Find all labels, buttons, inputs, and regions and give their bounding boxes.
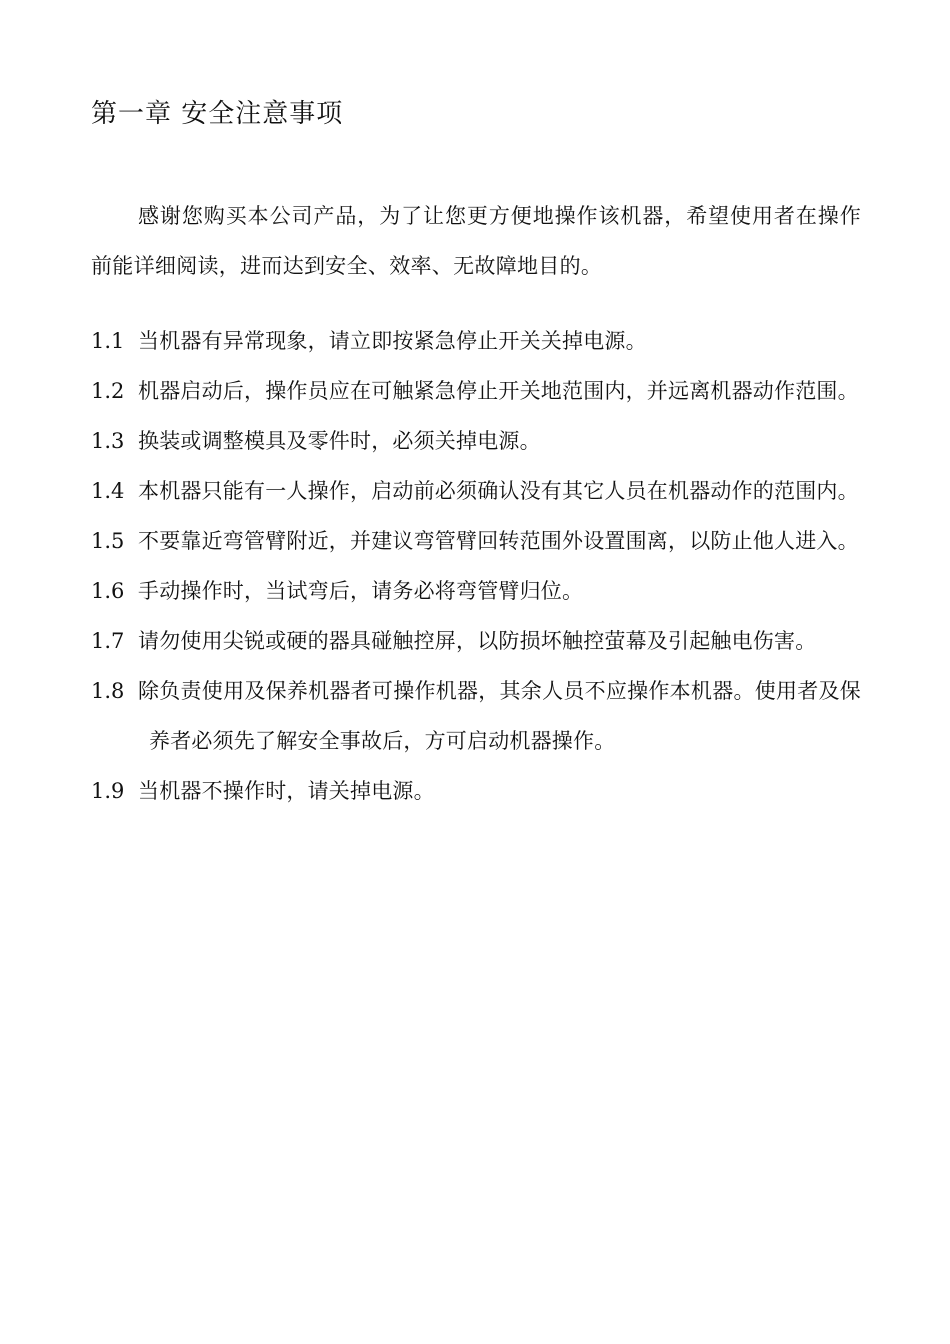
safety-item xyxy=(91,416,861,466)
item-number: 1.4 xyxy=(91,479,125,503)
item-number: 1.3 xyxy=(91,429,125,453)
item-number: 1.7 xyxy=(91,629,125,653)
safety-item xyxy=(91,616,861,666)
safety-item xyxy=(91,316,861,366)
item-text: 换装或调整模具及零件时，必须关掉电源。 xyxy=(138,429,541,453)
item-text: 本机器只能有一人操作，启动前必须确认没有其它人员在机器动作的范围内。 xyxy=(138,479,859,503)
item-number: 1.9 xyxy=(91,779,125,803)
item-text: 当机器不操作时，请关掉电源。 xyxy=(138,779,435,803)
intro-paragraph: 感谢您购买本公司产品，为了让您更方便地操作该机器，希望使用者在操作前能详细阅读，进而达到安全、效率、无故障地目的。 xyxy=(91,204,861,278)
safety-items-list xyxy=(91,316,861,816)
item-number: 1.8 xyxy=(91,679,125,703)
item-text: 当机器有异常现象，请立即按紧急停止开关关掉电源。 xyxy=(138,329,647,353)
item-number: 1.5 xyxy=(91,529,125,553)
item-number: 1.1 xyxy=(91,329,125,353)
item-number: 1.6 xyxy=(91,579,125,603)
safety-item xyxy=(91,516,861,566)
safety-item xyxy=(91,366,861,416)
item-text: 手动操作时，当试弯后，请务必将弯管臂归位。 xyxy=(138,579,584,603)
item-text: 不要靠近弯管臂附近，并建议弯管臂回转范围外设置围离，以防止他人进入。 xyxy=(138,529,859,553)
item-text: 请勿使用尖锐或硬的器具碰触控屏，以防损坏触控萤幕及引起触电伤害。 xyxy=(138,629,817,653)
item-text: 除负责使用及保养机器者可操作机器，其余人员不应操作本机器。使用者及保养者必须先了解安全事故后，方可启动机器操作。 xyxy=(138,679,861,753)
safety-item xyxy=(91,766,861,816)
safety-item xyxy=(91,566,861,616)
chapter-title: 第一章 安全注意事项 xyxy=(91,99,344,129)
safety-item xyxy=(91,666,861,766)
item-number: 1.2 xyxy=(91,379,125,403)
safety-item xyxy=(91,466,861,516)
item-text: 机器启动后，操作员应在可触紧急停止开关地范围内，并远离机器动作范围。 xyxy=(138,379,859,403)
